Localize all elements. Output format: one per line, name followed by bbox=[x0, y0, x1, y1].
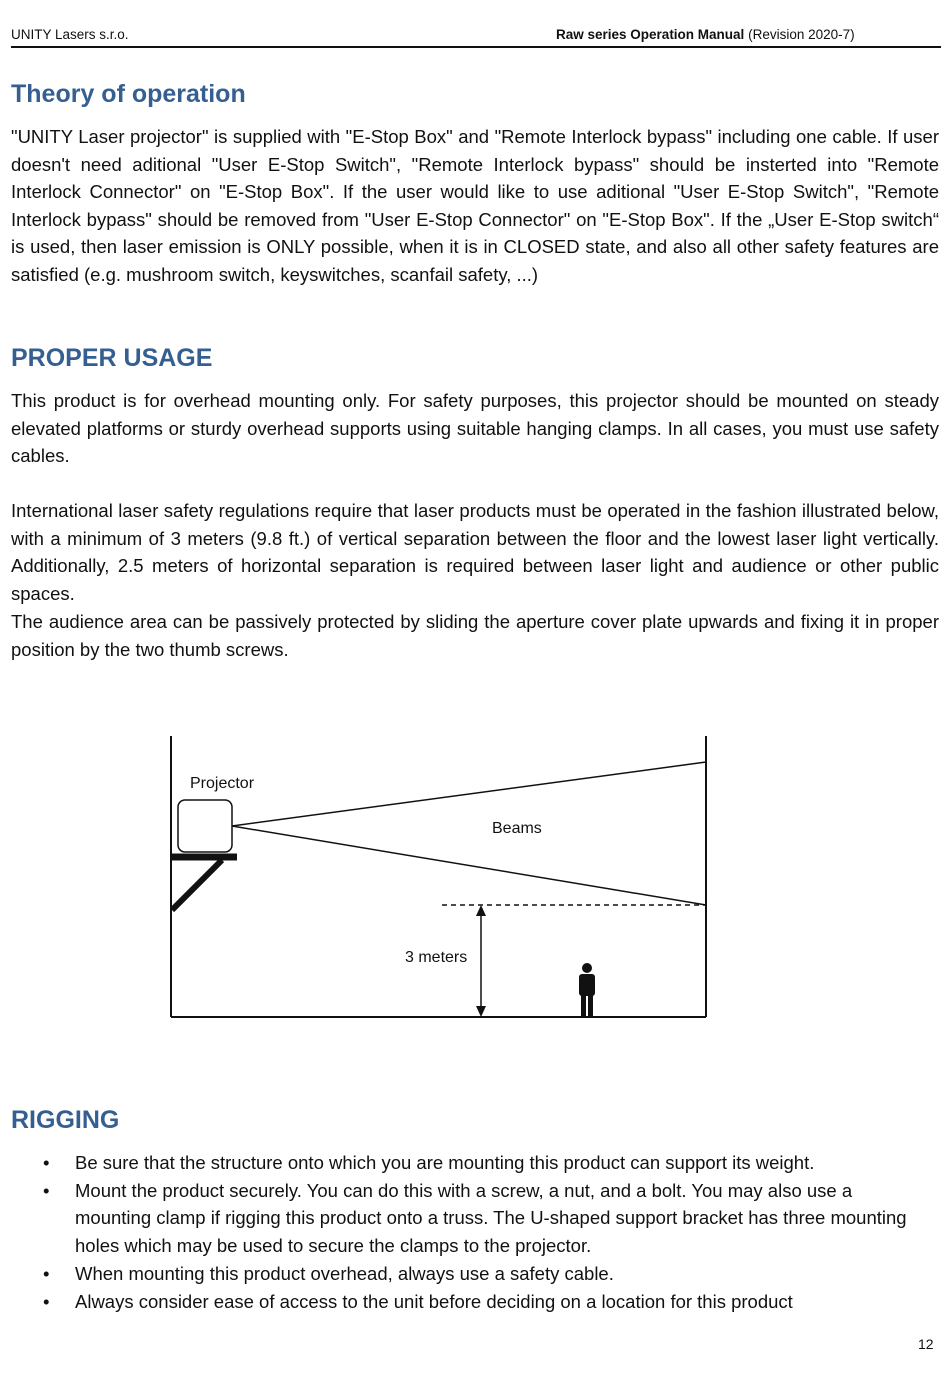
bullet: • bbox=[43, 1262, 50, 1284]
beams-label: Beams bbox=[492, 820, 542, 837]
mounting-diagram bbox=[150, 730, 730, 1030]
theory-heading: Theory of operation bbox=[11, 80, 246, 108]
rigging-list bbox=[11, 1149, 911, 1315]
beam-lower bbox=[232, 826, 706, 905]
bullet: • bbox=[43, 1290, 50, 1312]
projector-label: Projector bbox=[190, 775, 255, 792]
rigging-heading: RIGGING bbox=[11, 1106, 120, 1134]
manual-title bbox=[556, 27, 855, 42]
rigging-item-text: Mount the product securely. You can do this with a screw, a nut, and a bolt. You may also use a mounting clamp if rigging this product onto a truss. The U-shaped support bracket has three mounting holes which may be used to secure the clamps to the projector. bbox=[75, 1179, 907, 1257]
person-icon bbox=[579, 963, 595, 1016]
rigging-item-text: Be sure that the structure onto which you are mounting this product can support its weight. bbox=[75, 1152, 815, 1173]
beam-upper bbox=[232, 762, 706, 826]
height-label: 3 meters bbox=[405, 949, 468, 966]
usage-paragraph-1: This product is for overhead mounting only. For safety purposes, this projector should be mounted on steady elevated platforms or sturdy overhead supports using suitable hanging clamps. In all cases, you must use safety cables. bbox=[11, 390, 939, 467]
theory-text: "UNITY Laser projector" is supplied with "E-Stop Box" and "Remote Interlock bypass" including one cable. If user doesn't need aditional "User E-Stop Switch", "Remote Interlock bypass" should be insterted into "Remote Interlock Connector" on "E-Stop Box". If the user would like to use aditional "User E-Stop Switch", "Remote Interlock bypass" should be removed from "User E-Stop Connector" on "E-Stop Box". If the „User E-Stop switch“ is used, then laser emission is ONLY possible, when it is in CLOSED state, and also all other safety features are satisfied (e.g. mushroom switch, keyswitches, scanfail safety, ...) bbox=[11, 126, 939, 285]
rigging-item bbox=[11, 1149, 911, 1177]
rigging-item bbox=[11, 1260, 911, 1288]
revision: (Revision 2020-7) bbox=[748, 27, 855, 42]
usage-heading: PROPER USAGE bbox=[11, 344, 213, 372]
bullet: • bbox=[43, 1152, 50, 1173]
manual-name: Raw series Operation Manual bbox=[556, 27, 745, 42]
usage-paragraph-3: The audience area can be passively protected by sliding the aperture cover plate upwards and fixing it in proper position by the two thumb screws. bbox=[11, 611, 939, 660]
usage-paragraph-2: International laser safety regulations require that laser products must be operated in the fashion illustrated below, with a minimum of 3 meters (9.8 ft.) of vertical separation between the floor and the lowest laser light vertically. Additionally, 2.5 meters of horizontal separation is required between laser light and audience or other public spaces. bbox=[11, 500, 939, 604]
projector-box bbox=[178, 800, 232, 852]
rigging-item-text: Always consider ease of access to the unit before deciding on a location for this product bbox=[75, 1290, 793, 1312]
mount-brace bbox=[172, 860, 222, 910]
rigging-item bbox=[11, 1288, 911, 1316]
page-header bbox=[11, 26, 941, 48]
page-number: 12 bbox=[918, 1336, 934, 1352]
bullet: • bbox=[43, 1179, 50, 1201]
height-arrow-top bbox=[476, 905, 486, 916]
height-arrow-bottom bbox=[476, 1006, 486, 1017]
company-name: UNITY Lasers s.r.o. bbox=[11, 27, 129, 42]
rigging-item-text: When mounting this product overhead, always use a safety cable. bbox=[75, 1262, 614, 1284]
rigging-item bbox=[11, 1177, 911, 1260]
